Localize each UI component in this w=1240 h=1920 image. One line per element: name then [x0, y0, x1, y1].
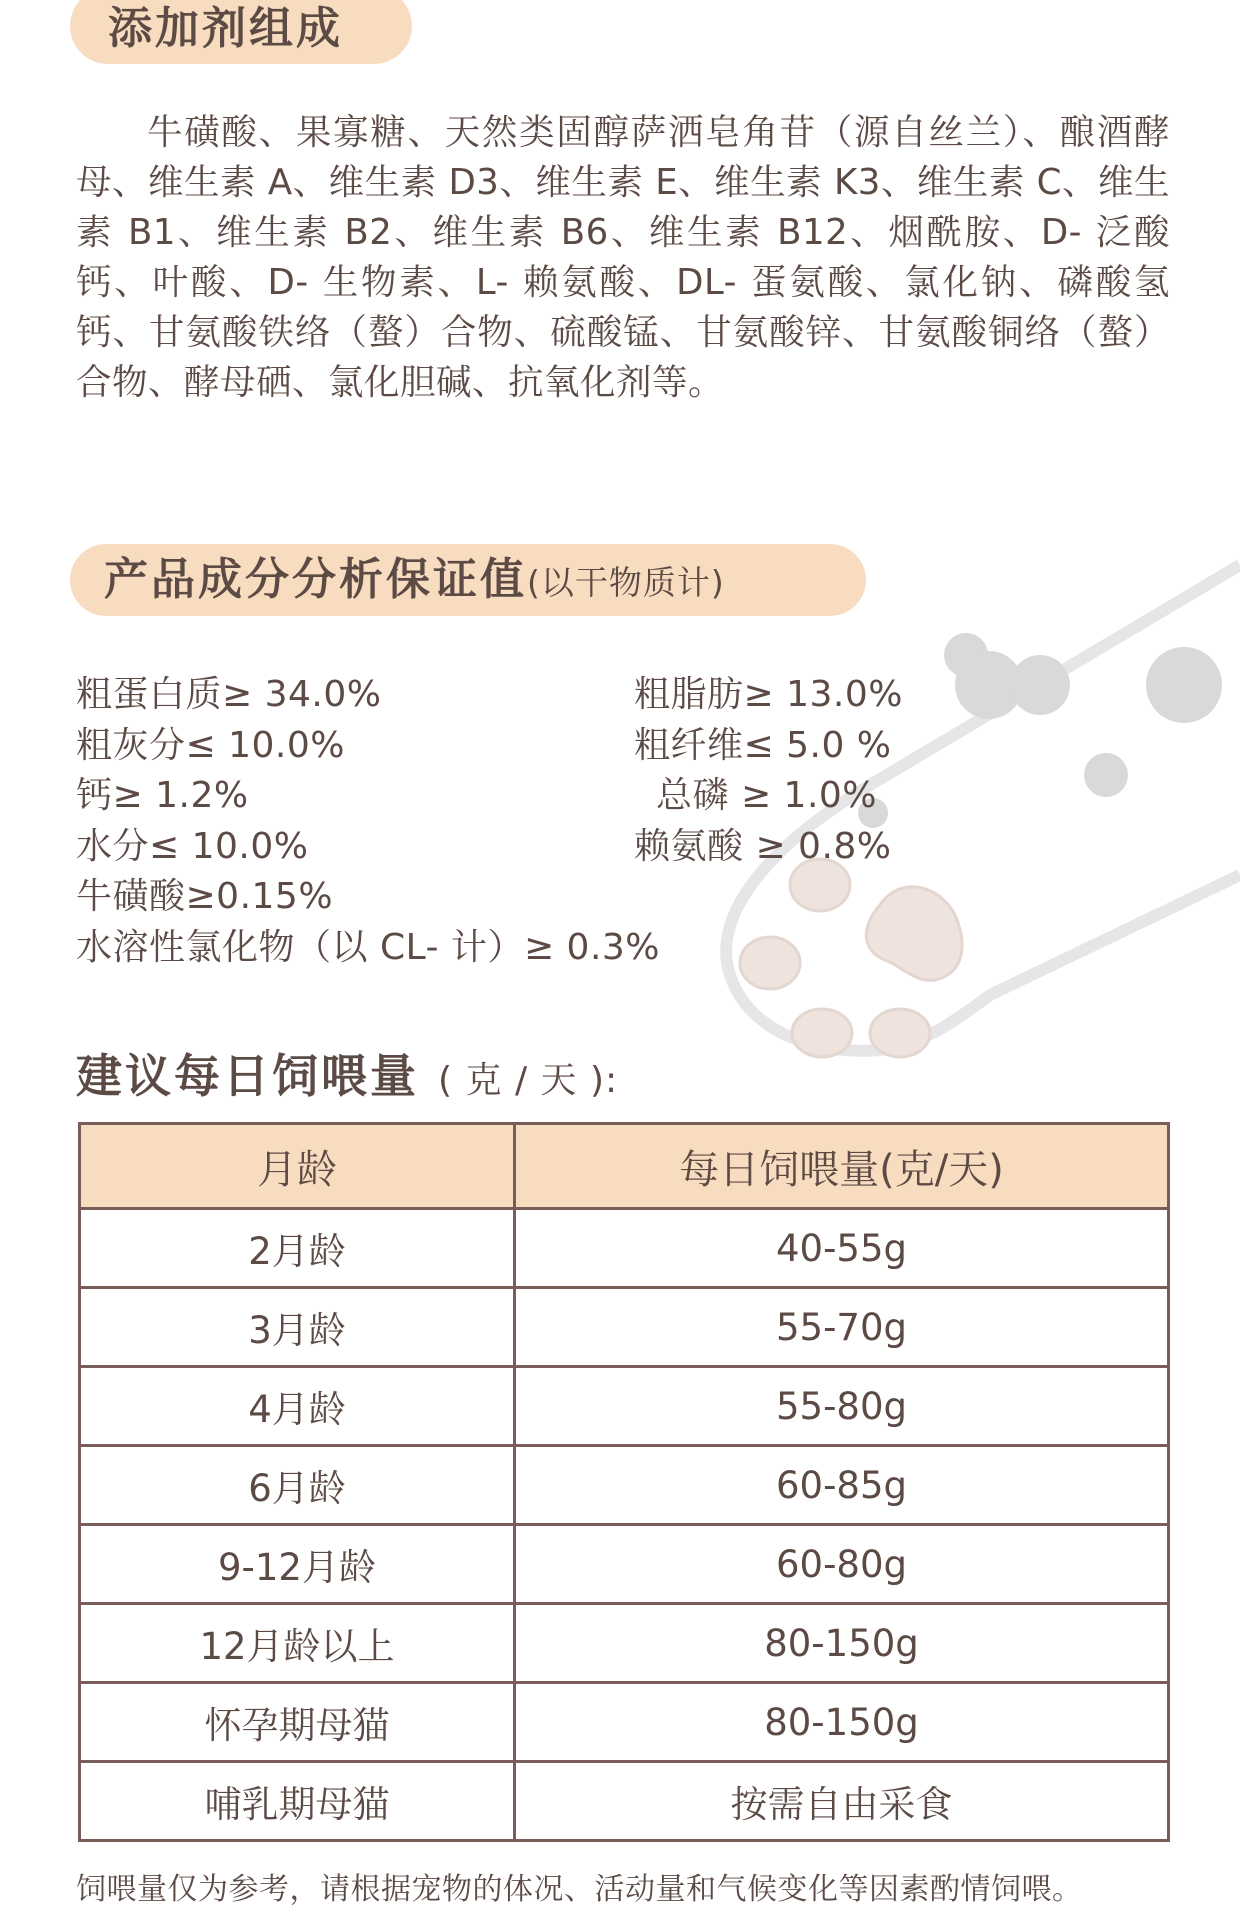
analysis-title-suffix: (以干物质计)	[527, 563, 725, 602]
chloride-value: 水溶性氯化物（以 CL- 计）≥ 0.3%	[76, 927, 661, 968]
analysis-title	[70, 544, 866, 616]
table-row	[80, 1525, 1169, 1604]
age-cell: 6月龄	[80, 1446, 515, 1525]
amount-cell: 按需自由采食	[515, 1762, 1169, 1841]
age-cell: 3月龄	[80, 1288, 515, 1367]
age-cell: 哺乳期母猫	[80, 1762, 515, 1841]
additives-title-text: 添加剂组成	[108, 3, 343, 54]
feeding-title-unit: ( 克 / 天 ):	[438, 1060, 619, 1101]
table-row	[80, 1762, 1169, 1841]
calcium-value: 钙≥ 1.2%	[76, 775, 249, 816]
additives-list: 牛磺酸、果寡糖、天然类固醇萨洒皂角苷（源自丝兰）、酿酒酵母、维生素 A、维生素 D3、维生素 E、维生素 K3、维生素 C、维生素 B1、维生素 B2、维生素 B6、维生素 B12、烟酰胺、D- 泛酸钙、叶酸、D- 生物素、L- 赖氨酸、DL- 蛋氨酸、氯化钠、磷酸氢钙、甘氨酸铁络（螯）合物、硫酸锰、甘氨酸锌、甘氨酸铜络（螯）合物、酵母硒、氯化胆碱、抗氧化剂等。	[76, 112, 1170, 403]
crude-fiber-value: 粗纤维≤ 5.0 %	[634, 725, 892, 766]
header-amount: 每日饲喂量(克/天)	[515, 1124, 1169, 1209]
crude-fat-value: 粗脂肪≥ 13.0%	[634, 674, 903, 715]
moisture-value: 水分≤ 10.0%	[76, 826, 309, 867]
phosphorus-value: 总磷 ≥ 1.0%	[656, 775, 878, 816]
amount-cell: 55-80g	[515, 1367, 1169, 1446]
amount-cell: 80-150g	[515, 1604, 1169, 1683]
table-row	[80, 1288, 1169, 1367]
crude-protein-value: 粗蛋白质≥ 34.0%	[76, 674, 382, 715]
feeding-title-text: 建议每日饲喂量	[76, 1049, 419, 1103]
table-row	[80, 1683, 1169, 1762]
age-cell: 怀孕期母猫	[80, 1683, 515, 1762]
header-age: 月龄	[80, 1124, 515, 1209]
age-cell: 2月龄	[80, 1209, 515, 1288]
lysine-value: 赖氨酸 ≥ 0.8%	[634, 826, 892, 867]
amount-cell: 40-55g	[515, 1209, 1169, 1288]
age-cell: 12月龄以上	[80, 1604, 515, 1683]
age-cell: 9-12月龄	[80, 1525, 515, 1604]
feeding-footnote: 饲喂量仅为参考，请根据宠物的体况、活动量和气候变化等因素酌情饲喂。	[76, 1872, 1083, 1907]
feeding-title	[76, 1040, 618, 1106]
table-row	[80, 1604, 1169, 1683]
taurine-value: 牛磺酸≥0.15%	[76, 876, 334, 917]
analysis-title-text: 产品成分分析保证值	[104, 554, 527, 605]
amount-cell: 55-70g	[515, 1288, 1169, 1367]
amount-cell: 60-80g	[515, 1525, 1169, 1604]
amount-cell: 60-85g	[515, 1446, 1169, 1525]
crude-ash-value: 粗灰分≤ 10.0%	[76, 725, 345, 766]
table-row	[80, 1367, 1169, 1446]
amount-cell: 80-150g	[515, 1683, 1169, 1762]
additives-title	[70, 0, 412, 64]
table-header-row	[80, 1124, 1169, 1209]
feeding-table	[78, 1122, 1170, 1842]
age-cell: 4月龄	[80, 1367, 515, 1446]
table-row	[80, 1446, 1169, 1525]
table-row	[80, 1209, 1169, 1288]
